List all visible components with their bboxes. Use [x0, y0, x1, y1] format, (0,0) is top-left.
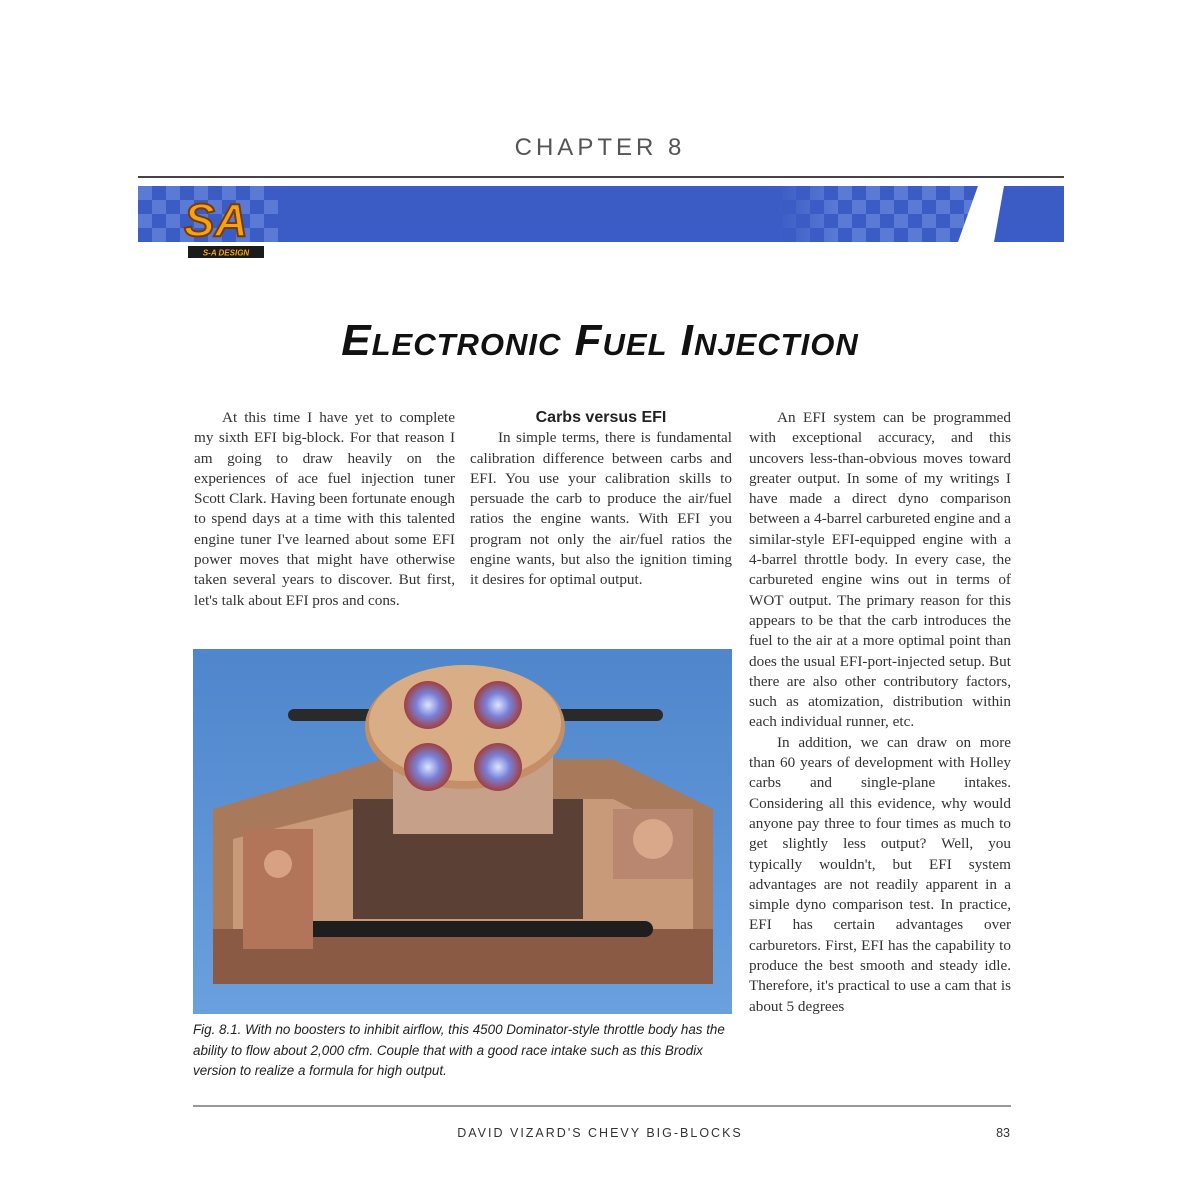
subhead: Carbs versus EFI [535, 409, 667, 426]
body-paragraph: An EFI system can be programmed with exceptional accuracy, and this uncovers less-than-obvious moves toward greater output. In some of my writings I have made a direct dyno comparison between a 4-barrel carbureted engine and a similar-style EFI-equipped engine with a 4-barrel throttle body. In every case, the carbureted engine wins out in terms of WOT output. The primary reason for this appears to be that the carb introduces the fuel to the air at a more optimal point than does the usual EFI-port-injected setup. But there are also other contributory factors, such as atomization, distribution within each individual runner, etc. [749, 409, 1011, 731]
top-rule [138, 176, 1064, 178]
figure-caption: Fig. 8.1. With no boosters to inhibit airflow, this 4500 Dominator-style throttle body has the ability to flow about 2,000 cfm. Couple that with a good race intake such as this Brodix version to realize a formula for high output. [193, 1022, 725, 1078]
figure-photo [193, 649, 732, 1014]
svg-text:S-A DESIGN: S-A DESIGN [202, 248, 250, 258]
svg-text:SA: SA [184, 194, 248, 246]
text-column-2 [470, 408, 732, 591]
body-paragraph: In simple terms, there is fundamental calibration difference between carbs and EFI. You use your calibration skills to persuade the carb to produce the air/fuel ratios the engine wants. With EFI you program not only the air/fuel ratios the engine wants, but also the ignition timing it desires for optimal output. [470, 429, 732, 589]
footer-book-title: DAVID VIZARD'S CHEVY BIG-BLOCKS [457, 1126, 743, 1140]
chapter-label: CHAPTER 8 [514, 134, 686, 161]
bottom-rule [193, 1105, 1011, 1107]
body-paragraph: At this time I have yet to complete my sixth EFI big-block. For that reason I am going to draw heavily on the experiences of ace fuel injection tuner Scott Clark. Having been fortunate enough to spend days at a time with this talented engine tuner I've learned about some EFI power moves that might have otherwise taken several years to discover. But first, let's talk about EFI pros and cons. [194, 409, 455, 609]
body-paragraph: In addition, we can draw on more than 60 years of development with Holley carbs and single-plane intakes. Considering all this evidence, why would anyone pay three to four times as much to get slightly less output? Well, you typically wouldn't, but EFI system advantages are not readily apparent in a simple dyno comparison test. In practice, EFI has certain advantages over carburetors. First, EFI has the capability to produce the best smooth and steady idle. Therefore, it's practical to use a cam that is about 5 degrees [749, 733, 1011, 1015]
text-column-1 [194, 408, 455, 611]
footer-page-number: 83 [996, 1126, 1010, 1140]
chapter-banner [138, 186, 1064, 242]
sa-design-logo [180, 190, 270, 260]
text-column-3 [749, 408, 1011, 1017]
section-title: Electronic Fuel Injection [341, 316, 859, 365]
